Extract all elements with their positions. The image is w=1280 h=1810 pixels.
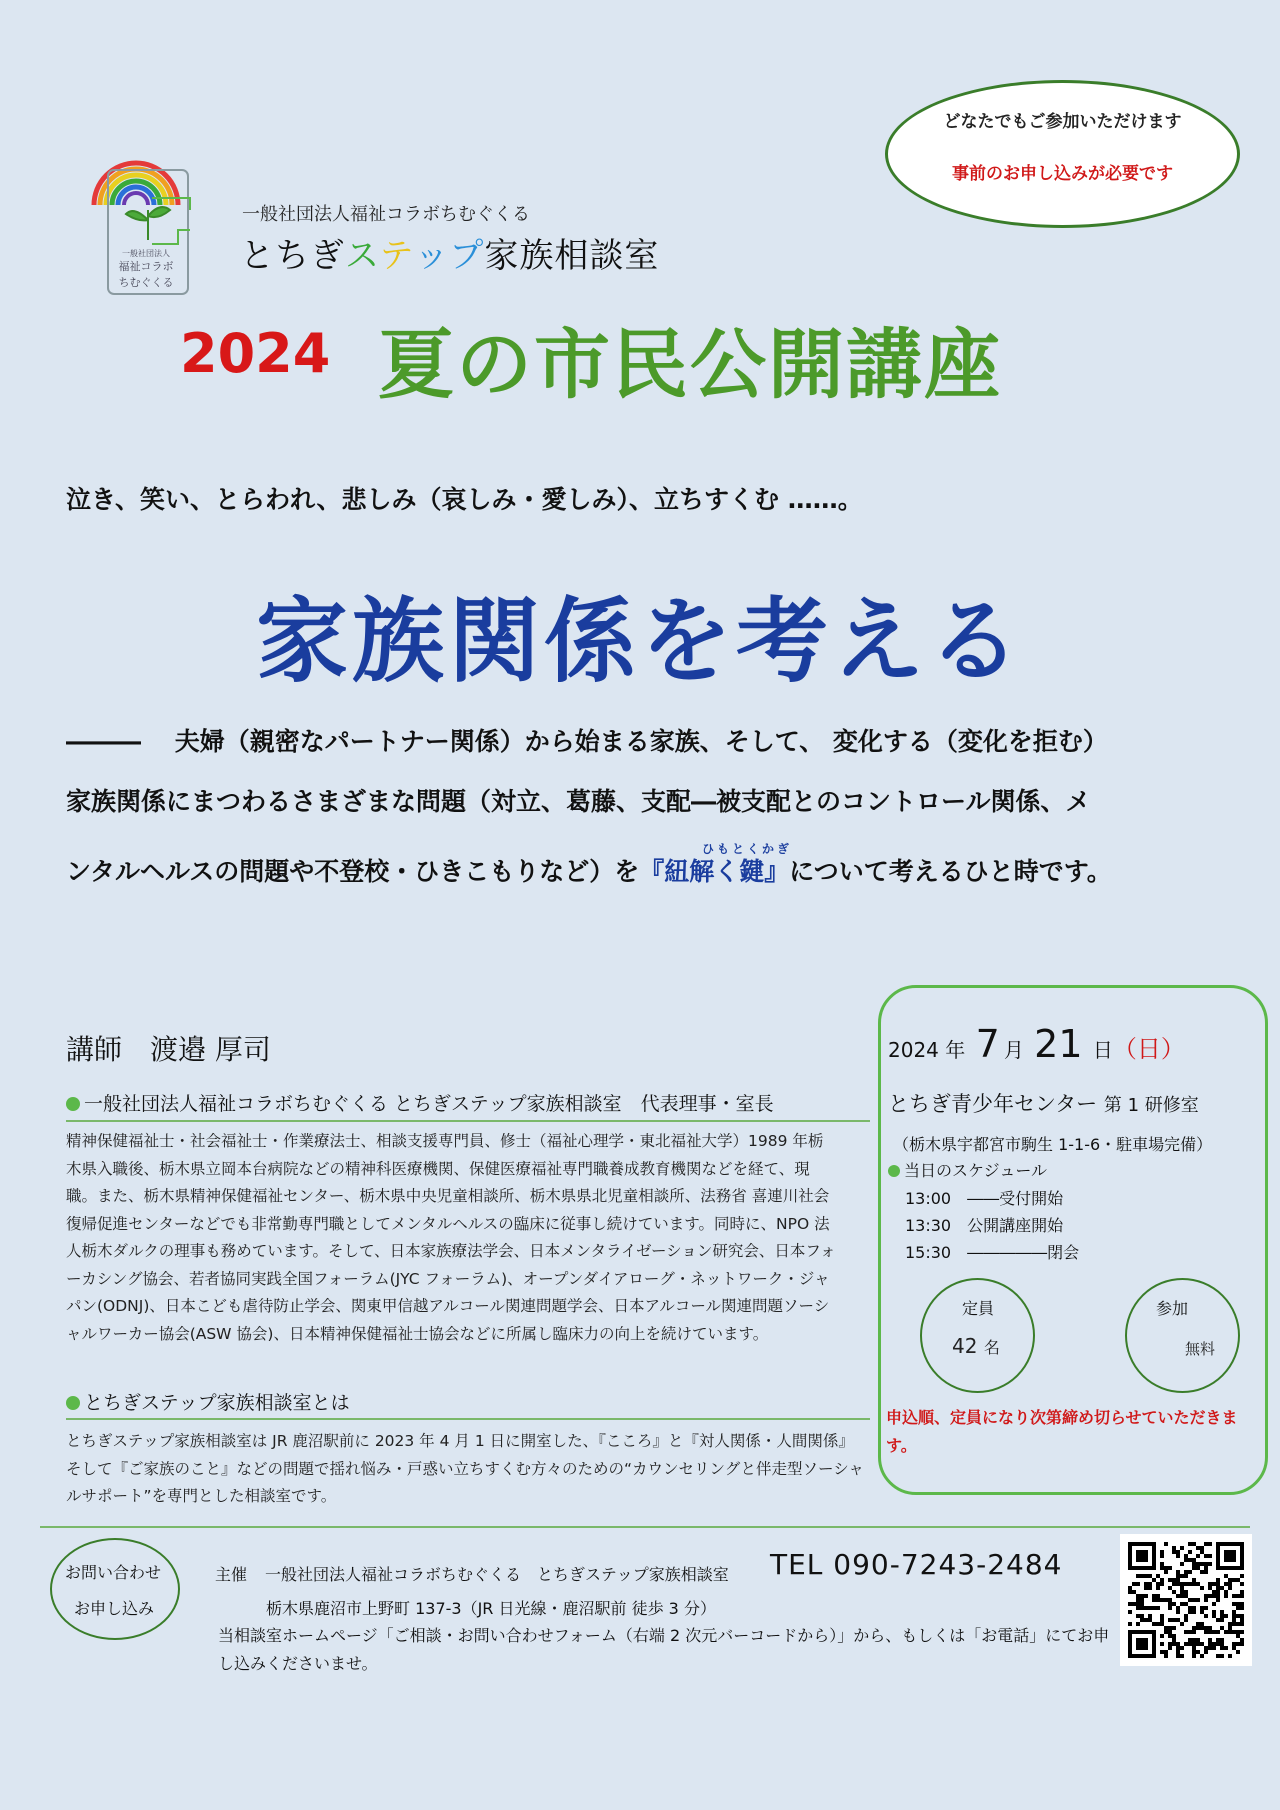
event-venue (888, 1088, 1199, 1118)
organization-name-small: 一般社団法人福祉コラボちむぐくる (242, 204, 530, 225)
org-large-step-s: ス (345, 236, 380, 276)
lecturer-bio: 精神保健福祉士・社会福祉士・作業療法士、相談支援専門員、修士（福祉心理学・東北福祉大学）1989 年栃木県入職後、栃木県立岡本台病院などの精神科医療機関、保健医療福祉専門職養成教育機関などを経て、現職。また、栃木県精神保健福祉センター、栃木県中央児童相談所、栃木県県北児童相談所、法務省 喜連川社会復帰促進センターなどでも非常勤専門職としてメンタルヘルスの臨床に従事し続けています。同時に、NPO 法人栃木ダルクの理事も務めています。そして、日本家族療法学会、日本メンタライゼーション研究会、日本フォーカシング協会、若者協同実践全国フォーラム(JYC フォーラム)、オープンダイアローグ・ネットワーク・ジャパン(ODNJ)、日本こども虐待防止学会、関東甲信越アルコール関連問題学会、日本アルコール関連問題ソーシャルワーカー協会(ASW 協会)、日本精神保健福祉士協会などに所属し臨床力の向上を続けています。 (66, 1132, 836, 1343)
notice-anyone: どなたでもご参加いただけます (943, 112, 1182, 132)
lecturer-affiliation-text: 一般社団法人福祉コラボちむぐくる とちぎステップ家族相談室 代表理事・室長 (84, 1093, 774, 1115)
title-year: 2024 (180, 322, 331, 385)
schedule-item: 15:30 ―――――閉会 (905, 1243, 1080, 1262)
bullet-dot-icon (66, 1396, 80, 1410)
section-divider (66, 1418, 870, 1420)
notice-reservation: 事前のお申し込みが必要です (952, 164, 1173, 184)
qr-code-icon[interactable] (1120, 1534, 1252, 1666)
about-heading-text: とちぎステップ家族相談室とは (84, 1392, 350, 1414)
schedule-item: 13:00 ――受付開始 (905, 1189, 1064, 1208)
office-address: 栃木県鹿沼市上野町 137-3（JR 日光線・鹿沼駅前 徒歩 3 分） (266, 1599, 716, 1618)
contact-label-apply: お申し込み (74, 1599, 155, 1618)
event-day-unit: 日 (1092, 1038, 1113, 1062)
description-line-2: 家族関係にまつわるさまざまな問題（対立、葛藤、支配―被支配とのコントロール関係、メ (66, 787, 1091, 816)
fee-value: 無料 (1185, 1340, 1216, 1358)
lecturer-title: 講師 渡邉 厚司 (66, 1033, 271, 1066)
fee-label: 参加 (1156, 1299, 1189, 1318)
capacity-value (952, 1334, 1000, 1358)
event-month: 7 (975, 1022, 1000, 1066)
logo-name2-text: ちむぐくる (118, 276, 174, 289)
capacity-unit: 名 (983, 1338, 1000, 1357)
description-key-phrase: 『紐解く鍵』 (639, 857, 790, 886)
description-ruby: ひもとくかぎ (702, 842, 793, 856)
event-year: 2024 年 (888, 1038, 966, 1062)
tagline: 泣き、笑い、とらわれ、悲しみ（哀しみ・愛しみ）、立ちすくむ ……。 (66, 485, 863, 514)
application-note: 申込順、定員になり次第締め切らせていただきます。 (886, 1408, 1238, 1455)
footer-divider (40, 1526, 1250, 1528)
description-line-1: ――― 夫婦（親密なパートナー関係）から始まる家族、そして、 変化する（変化を拒む） (66, 727, 1108, 756)
logo-name1-text: 福祉コラボ (118, 260, 174, 273)
schedule-heading-text: 当日のスケジュール (904, 1161, 1048, 1180)
about-heading (66, 1388, 350, 1415)
contact-oval (50, 1538, 180, 1640)
bullet-dot-icon (66, 1097, 80, 1111)
notice-ellipse (885, 80, 1240, 228)
org-large-step-te: テ (379, 236, 415, 276)
main-title: 夏の市民公開講座 (378, 320, 1002, 409)
about-text: とちぎステップ家族相談室は JR 鹿沼駅前に 2023 年 4 月 1 日に開室した、『こころ』と『対人関係・人間関係』そして『ご家族のこと』などの問題で揺れ悩み・戸惑い立ちすくむ方々のための“カウンセリングと伴走型ソーシャルサポート”を専門とした相談室です。 (66, 1432, 864, 1505)
bullet-dot-icon (888, 1165, 900, 1177)
organization-logo (90, 150, 200, 300)
schedule-heading (888, 1158, 1047, 1181)
description-line-3 (66, 852, 1112, 888)
logo-corp-text: 一般社団法人 (122, 249, 170, 258)
description-line-3-post: について考えるひと時です。 (789, 857, 1112, 886)
org-large-prefix: とちぎ (240, 236, 345, 276)
host-info (215, 1562, 729, 1585)
lecturer-affiliation (66, 1089, 774, 1116)
event-day: 21 (1034, 1022, 1083, 1066)
phone-number[interactable]: TEL 090-7243-2484 (770, 1548, 1063, 1581)
event-weekday: （日） (1112, 1035, 1185, 1063)
org-large-step-ppu: ップ (414, 236, 485, 276)
event-month-unit: 月 (1003, 1038, 1024, 1062)
event-date (888, 1022, 1185, 1066)
capacity-number: 42 (952, 1334, 978, 1358)
event-address: （栃木県宇都宮市駒生 1-1-6・駐車場完備） (893, 1135, 1213, 1154)
theme-heading: 家族関係を考える (255, 588, 1024, 695)
capacity-label: 定員 (962, 1299, 995, 1318)
schedule-item: 13:30 公開講座開始 (905, 1216, 1064, 1235)
host-label: 主催 (215, 1565, 248, 1584)
section-divider (66, 1120, 870, 1122)
event-venue-name: とちぎ青少年センター (888, 1092, 1098, 1116)
organization-name-large (240, 228, 659, 277)
event-room: 第 1 研修室 (1103, 1095, 1199, 1116)
host-name: 一般社団法人福祉コラボちむぐくる とちぎステップ家族相談室 (265, 1565, 729, 1584)
description-line-3-pre: ンタルヘルスの問題や不登校・ひきこもりなど）を (66, 857, 640, 886)
contact-label-inquiry: お問い合わせ (65, 1563, 162, 1582)
homepage-instructions: 当相談室ホームページ「ご相談・お問い合わせフォーム（右端 2 次元バーコードから）」から、もしくは「お電話」にてお申し込みくださいませ。 (218, 1626, 1110, 1673)
org-large-suffix: 家族相談室 (484, 236, 660, 276)
